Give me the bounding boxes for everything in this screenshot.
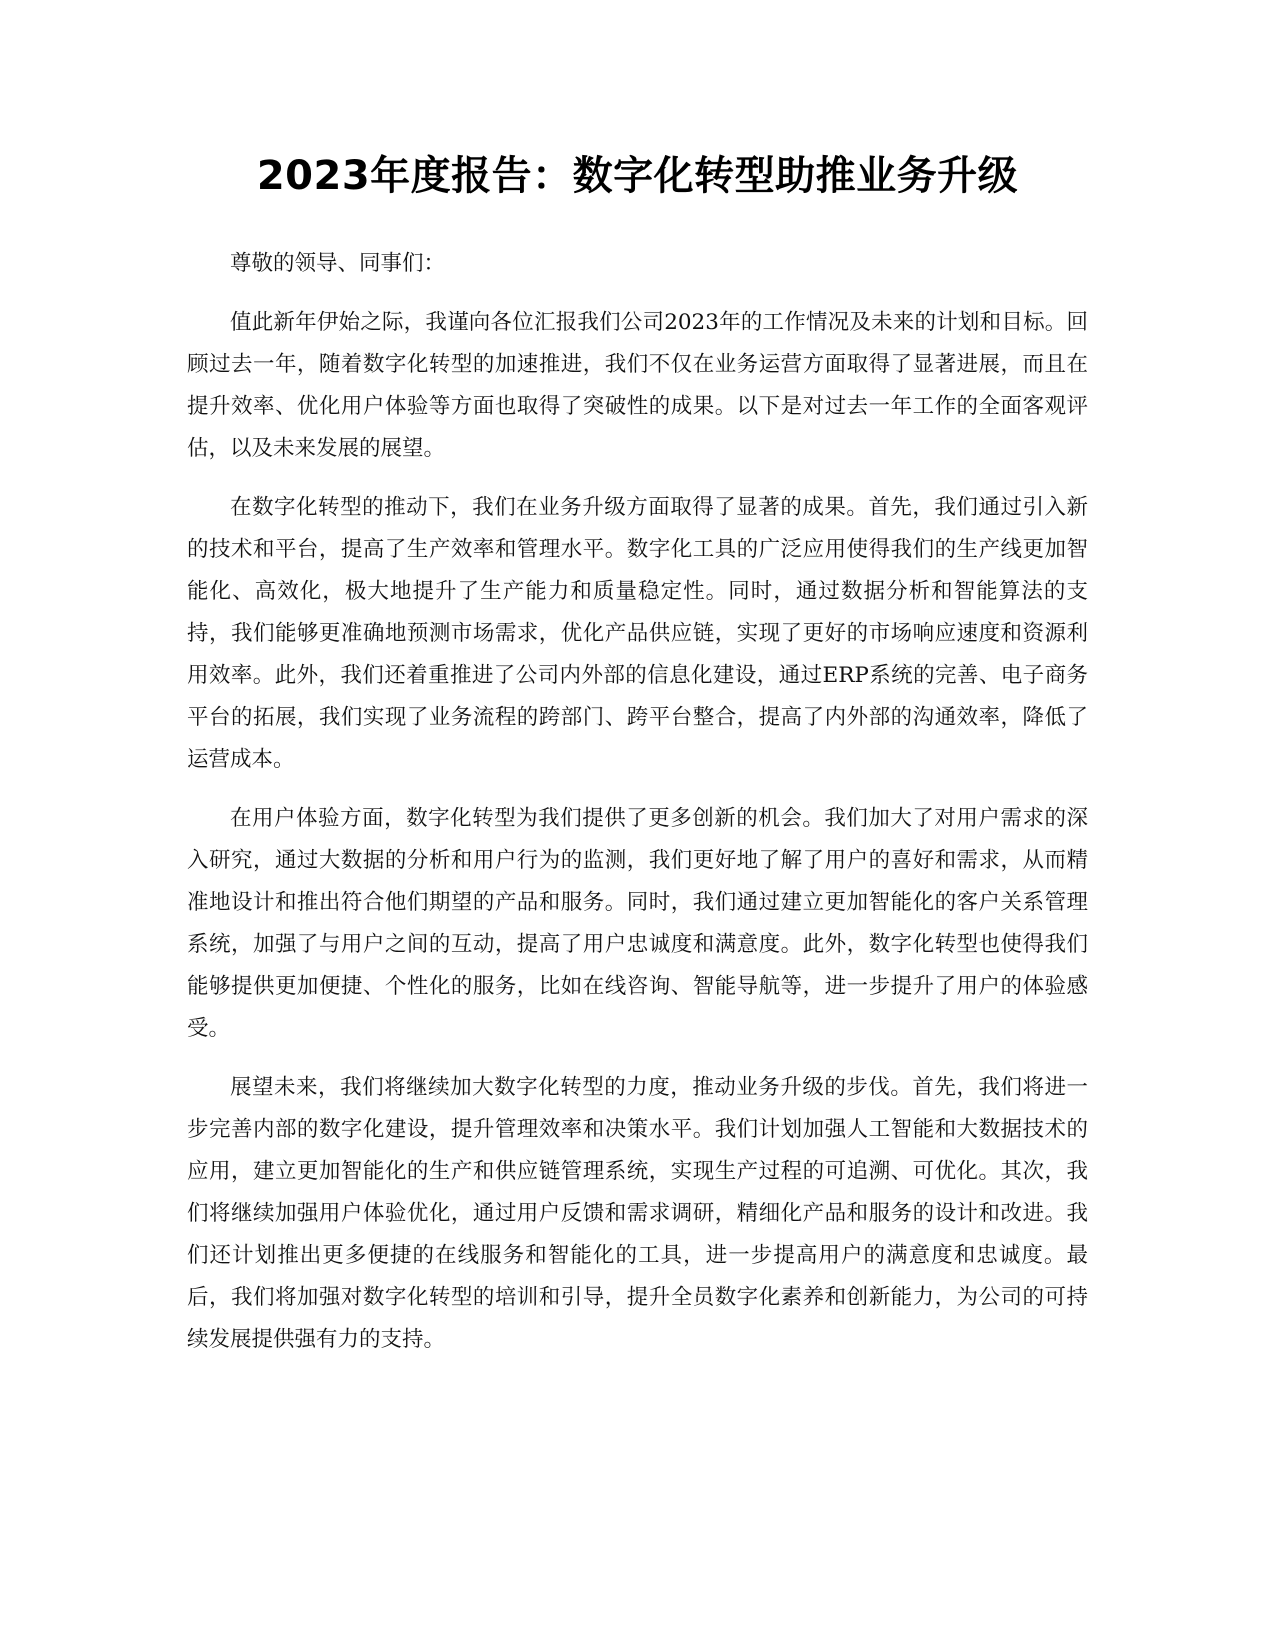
document-title: 2023年度报告：数字化转型助推业务升级 [256, 153, 1019, 199]
document-body [187, 243, 1088, 1378]
paragraph-outlook: 展望未来，我们将继续加大数字化转型的力度，推动业务升级的步伐。首先，我们将进一步完善内部的数字化建设，提升管理效率和决策水平。我们计划加强人工智能和大数据技术的应用，建立更加智能化的生产和供应链管理系统，实现生产过程的可追溯、可优化。其次，我们将继续加强用户体验优化，通过用户反馈和需求调研，精细化产品和服务的设计和改进。我们还计划推出更多便捷的在线服务和智能化的工具，进一步提高用户的满意度和忠诚度。最后，我们将加强对数字化转型的培训和引导，提升全员数字化素养和创新能力，为公司的可持续发展提供强有力的支持。 [187, 1075, 1088, 1352]
salutation: 尊敬的领导、同事们： [230, 251, 446, 276]
paragraph-business-upgrade: 在数字化转型的推动下，我们在业务升级方面取得了显著的成果。首先，我们通过引入新的技术和平台，提高了生产效率和管理水平。数字化工具的广泛应用使得我们的生产线更加智能化、高效化，极大地提升了生产能力和质量稳定性。同时，通过数据分析和智能算法的支持，我们能够更准确地预测市场需求，优化产品供应链，实现了更好的市场响应速度和资源利用效率。此外，我们还着重推进了公司内外部的信息化建设，通过ERP系统的完善、电子商务平台的拓展，我们实现了业务流程的跨部门、跨平台整合，提高了内外部的沟通效率，降低了运营成本。 [187, 495, 1088, 772]
paragraph-user-experience: 在用户体验方面，数字化转型为我们提供了更多创新的机会。我们加大了对用户需求的深入研究，通过大数据的分析和用户行为的监测，我们更好地了解了用户的喜好和需求，从而精准地设计和推出符合他们期望的产品和服务。同时，我们通过建立更加智能化的客户关系管理系统，加强了与用户之间的互动，提高了用户忠诚度和满意度。此外，数字化转型也使得我们能够提供更加便捷、个性化的服务，比如在线咨询、智能导航等，进一步提升了用户的体验感受。 [187, 806, 1088, 1041]
paragraph-intro: 值此新年伊始之际，我谨向各位汇报我们公司2023年的工作情况及未来的计划和目标。回顾过去一年，随着数字化转型的加速推进，我们不仅在业务运营方面取得了显著进展，而且在提升效率、优化用户体验等方面也取得了突破性的成果。以下是对过去一年工作的全面客观评估，以及未来发展的展望。 [187, 310, 1088, 461]
